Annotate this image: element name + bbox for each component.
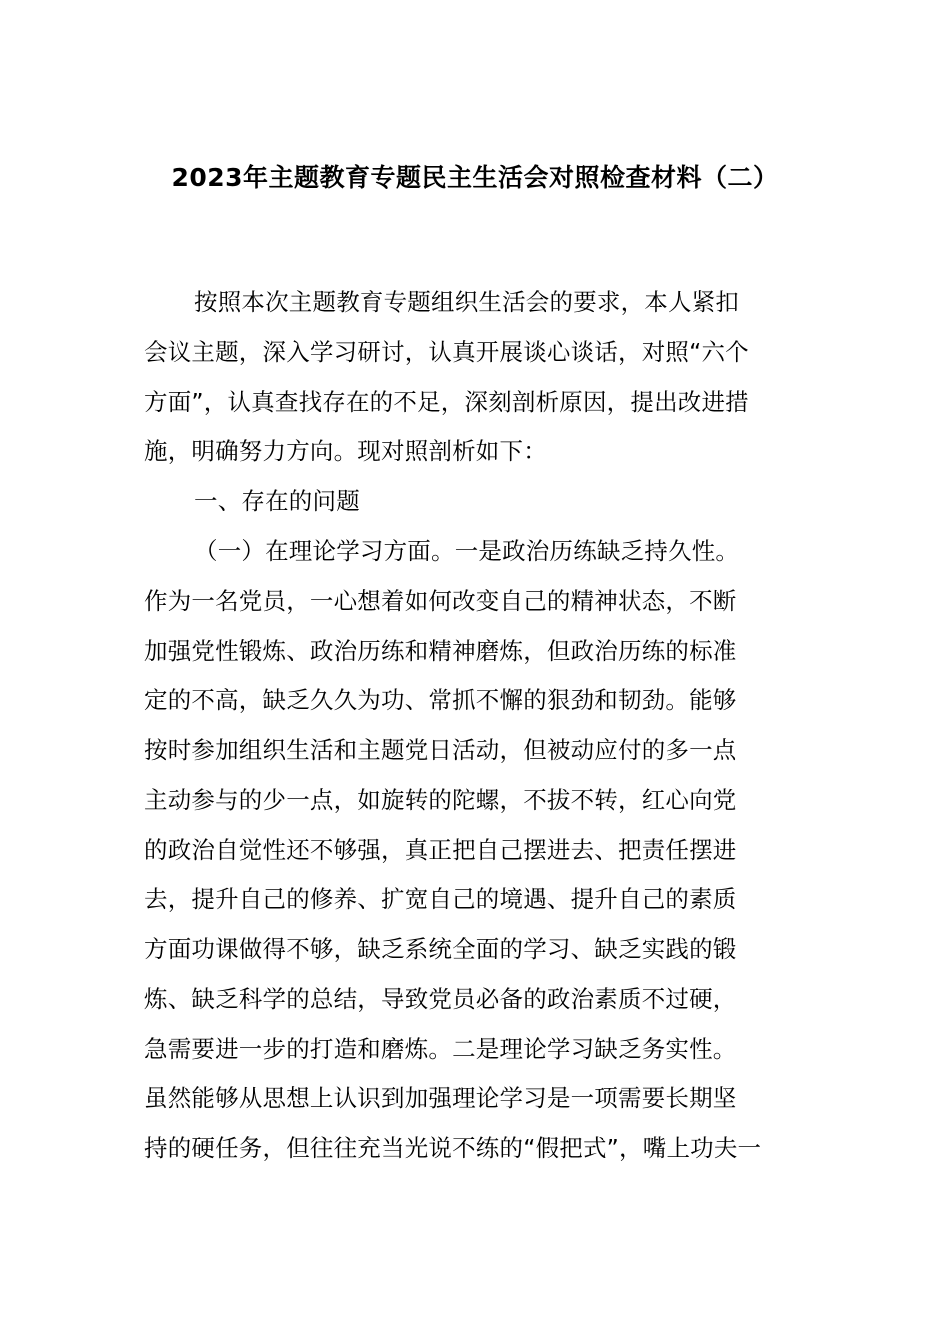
paragraph-line: 方面功课做得不够，缺乏系统全面的学习、缺乏实践的锻 bbox=[144, 935, 737, 963]
paragraph-line: 急需要进一步的打造和磨炼。二是理论学习缺乏务实性。 bbox=[144, 1035, 737, 1063]
paragraph-line: 会议主题，深入学习研讨，认真开展谈心谈话，对照“六个 bbox=[144, 338, 749, 366]
paragraph-line: （一）在理论学习方面。一是政治历练缺乏持久性。 bbox=[194, 537, 740, 565]
paragraph-line: 方面”，认真查找存在的不足，深刻剖析原因，提出改进措 bbox=[144, 388, 749, 416]
paragraph-line: 定的不高，缺乏久久为功、常抓不懈的狠劲和韧劲。能够 bbox=[144, 686, 737, 714]
paragraph-line: 加强党性锻炼、政治历练和精神磨炼，但政治历练的标准 bbox=[144, 637, 737, 665]
paragraph-line: 去，提升自己的修养、扩宽自己的境遇、提升自己的素质 bbox=[144, 885, 737, 913]
paragraph-line: 施，明确努力方向。现对照剖析如下： bbox=[144, 437, 547, 465]
section-heading: 一、存在的问题 bbox=[194, 487, 360, 515]
paragraph-line: 作为一名党员，一心想着如何改变自己的精神状态，不断 bbox=[144, 587, 737, 615]
paragraph-line: 虽然能够从思想上认识到加强理论学习是一项需要长期坚 bbox=[144, 1084, 737, 1112]
paragraph-line: 主动参与的少一点，如旋转的陀螺，不拔不转，红心向党 bbox=[144, 786, 737, 814]
paragraph-line: 持的硬任务，但往往充当光说不练的“假把式”，嘴上功夫一 bbox=[144, 1134, 762, 1162]
document-title: 2023年主题教育专题民主生活会对照检查材料（二） bbox=[171, 163, 779, 192]
paragraph-line: 按照本次主题教育专题组织生活会的要求，本人紧扣 bbox=[194, 288, 740, 316]
paragraph-line: 炼、缺乏科学的总结，导致党员必备的政治素质不过硬， bbox=[144, 985, 737, 1013]
paragraph-line: 的政治自觉性还不够强，真正把自己摆进去、把责任摆进 bbox=[144, 836, 737, 864]
paragraph-line: 按时参加组织生活和主题党日活动，但被动应付的多一点 bbox=[144, 736, 737, 764]
